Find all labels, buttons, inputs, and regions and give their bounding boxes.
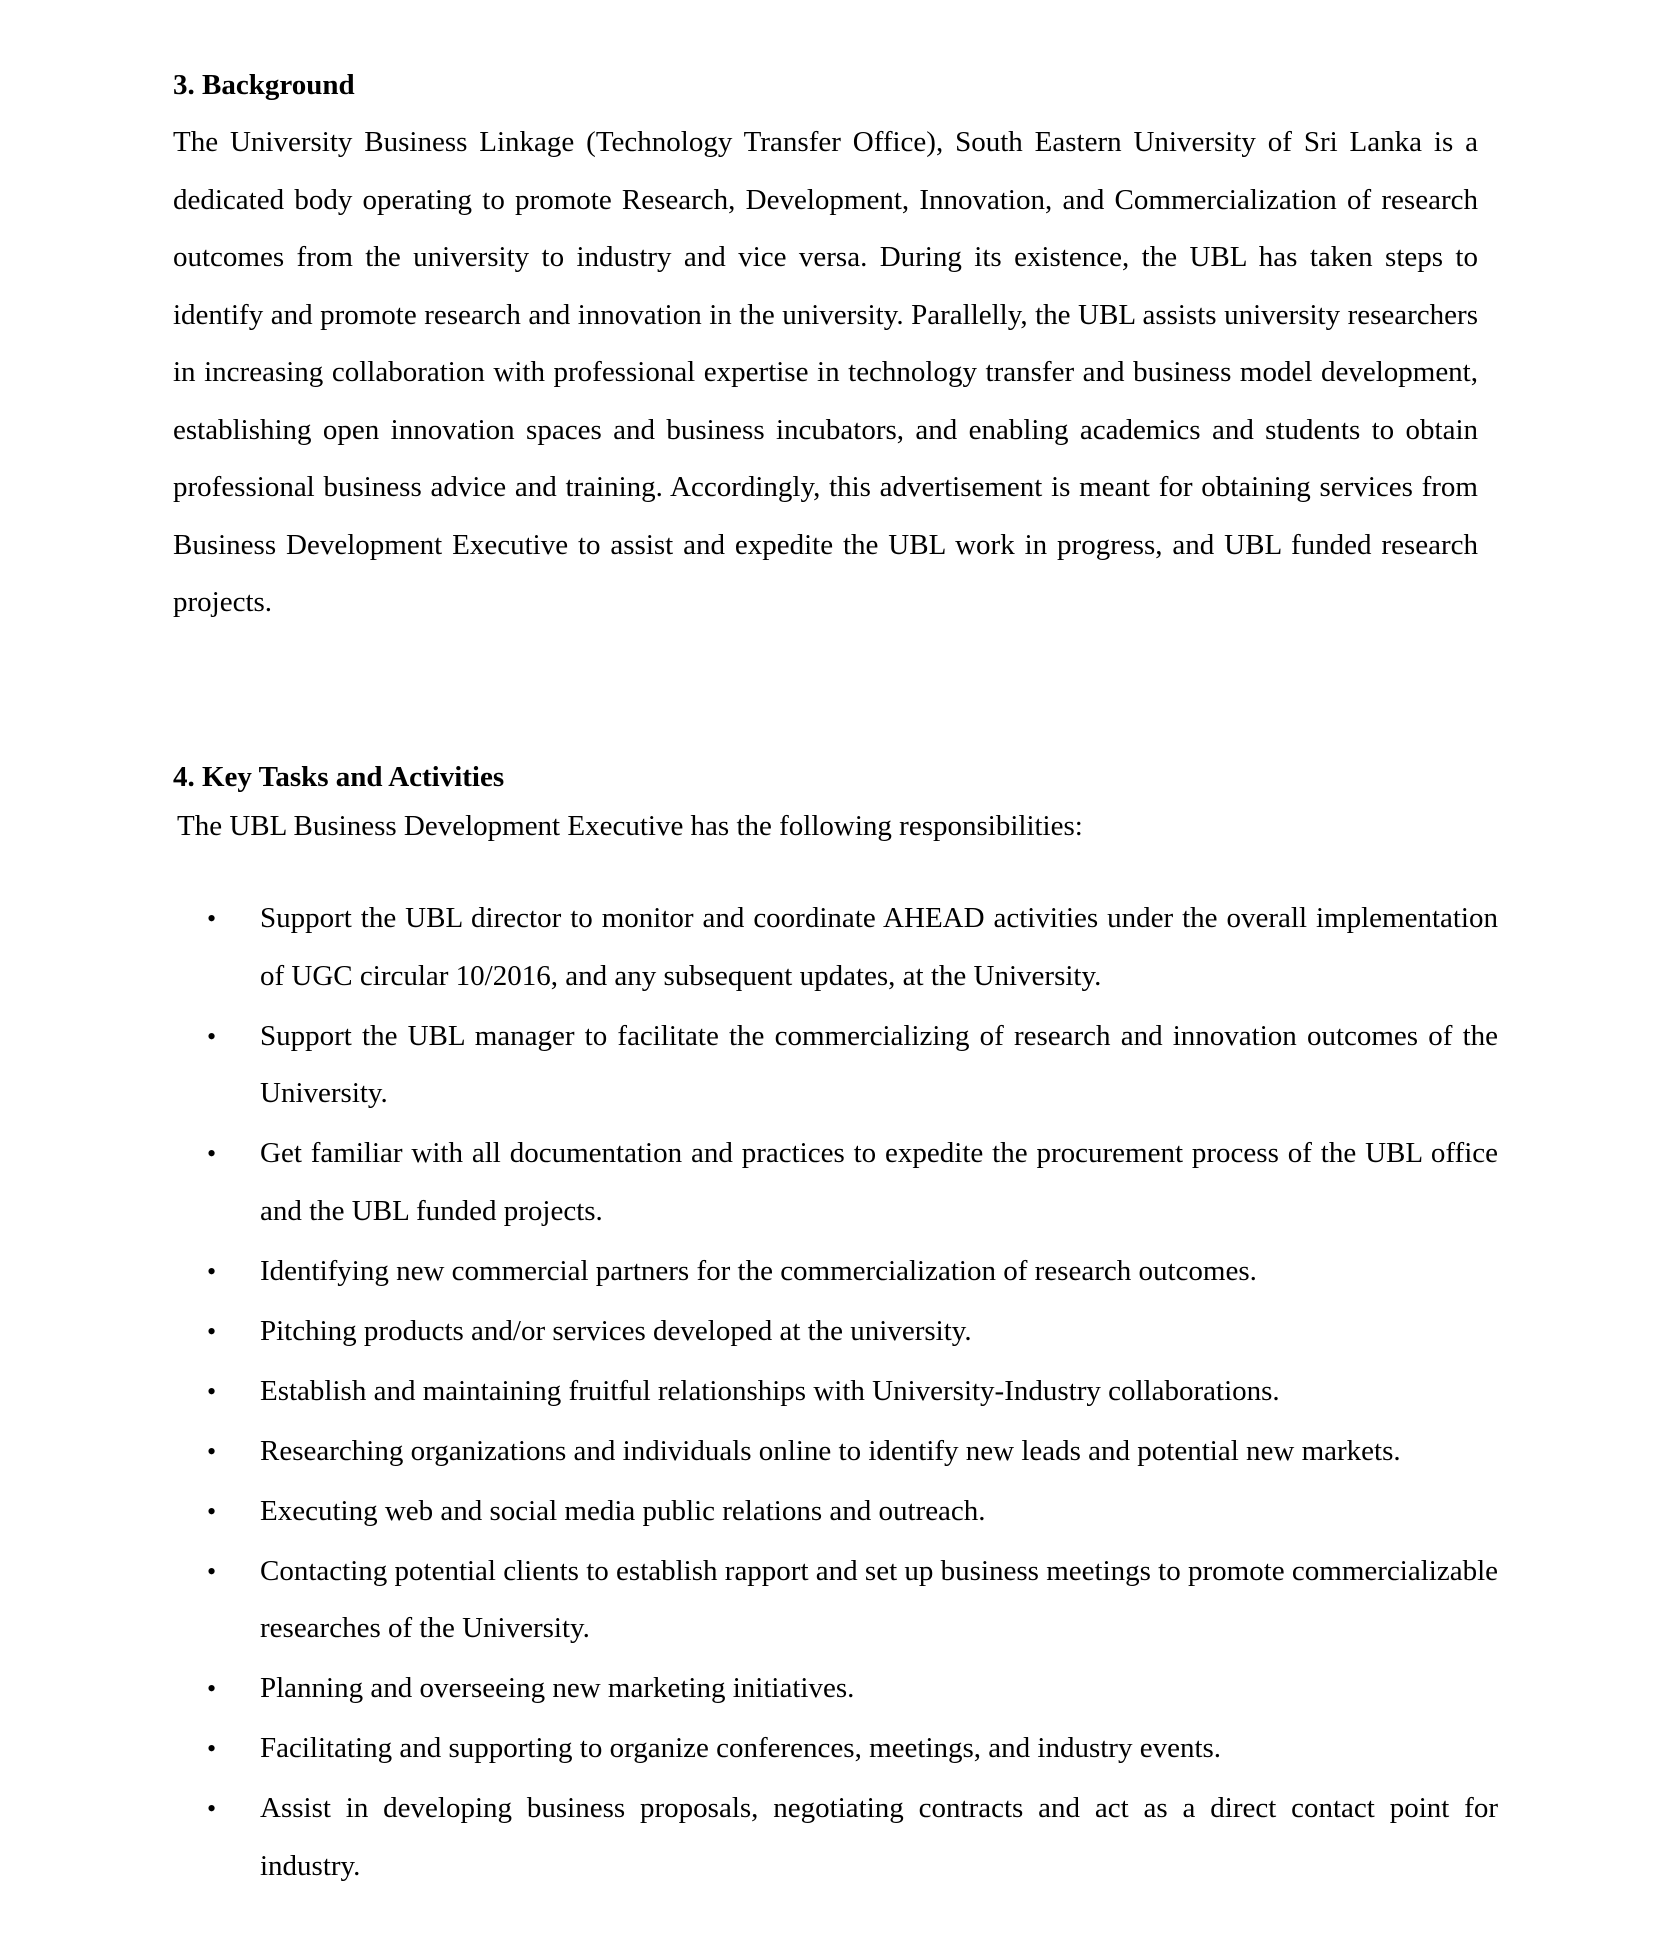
list-item-text: Establish and maintaining fruitful relationships with University-Industry collaborations.	[260, 1374, 1280, 1407]
list-item	[200, 1125, 1498, 1240]
list-item	[200, 1543, 1498, 1658]
list-item	[200, 1303, 1498, 1361]
list-item	[200, 1363, 1498, 1421]
list-item-text: Get familiar with all documentation and practices to expedite the procurement process of the UBL office and the UBL funded projects.	[260, 1137, 1498, 1227]
bullet-icon: •	[207, 1376, 217, 1406]
list-item	[200, 1780, 1498, 1895]
bullet-icon: •	[207, 904, 217, 933]
list-item	[200, 1483, 1498, 1541]
bullet-icon: •	[207, 1021, 217, 1051]
list-item	[200, 1008, 1498, 1123]
list-item	[200, 1243, 1498, 1301]
bullet-icon: •	[207, 1674, 217, 1703]
list-item	[200, 890, 1498, 1005]
list-item-text: Facilitating and supporting to organize conferences, meetings, and industry events.	[260, 1732, 1222, 1764]
list-item-text: Pitching products and/or services developed at the university.	[260, 1314, 972, 1347]
list-item-text: Researching organizations and individuals online to identify new leads and potential new markets.	[260, 1434, 1401, 1467]
bullet-icon: •	[207, 1556, 217, 1586]
bullet-icon: •	[207, 1496, 217, 1526]
background-heading: 3. Background	[173, 69, 355, 101]
bullet-icon: •	[207, 1436, 217, 1466]
list-item-text: Support the UBL manager to facilitate the commercializing of research and innovation outcomes of the University.	[260, 1019, 1498, 1109]
list-item-text: Planning and overseeing new marketing initiatives.	[260, 1672, 855, 1704]
responsibilities-list	[200, 890, 1498, 1898]
list-item	[200, 1720, 1498, 1778]
list-item-text: Assist in developing business proposals, negotiating contracts and act as a direct contact point for industry.	[260, 1792, 1498, 1882]
bullet-icon: •	[207, 1139, 217, 1168]
key-tasks-heading: 4. Key Tasks and Activities	[173, 761, 505, 793]
bullet-icon: •	[207, 1256, 217, 1286]
list-item-text: Contacting potential clients to establish rapport and set up business meetings to promote commercializable researches of the University.	[260, 1554, 1498, 1644]
responsibilities-intro: The UBL Business Development Executive has the following responsibilities:	[177, 810, 1083, 842]
bullet-icon: •	[207, 1734, 217, 1763]
bullet-icon: •	[207, 1316, 217, 1346]
list-item	[200, 1660, 1498, 1718]
background-paragraph: The University Business Linkage (Technology Transfer Office), South Eastern University of Sri Lanka is a dedicated body operating to promote Research, Development, Innovation, and Commercialization of research outcomes from the university to industry and vice versa. During its existence, the UBL has taken steps to identify and promote research and innovation in the university. Parallelly, the UBL assists university researchers in increasing collaboration with professional expertise in technology transfer and business model development, establishing open innovation spaces and business incubators, and enabling academics and students to obtain professional business advice and training. Accordingly, this advertisement is meant for obtaining services from Business Development Executive to assist and expedite the UBL work in progress, and UBL funded research projects.	[173, 126, 1478, 618]
list-item-text: Executing web and social media public relations and outreach.	[260, 1494, 986, 1527]
list-item	[200, 1423, 1498, 1481]
list-item-text: Identifying new commercial partners for the commercialization of research outcomes.	[260, 1254, 1257, 1287]
bullet-icon: •	[207, 1794, 217, 1823]
list-item-text: Support the UBL director to monitor and coordinate AHEAD activities under the overall implementation of UGC circular 10/2016, and any subsequent updates, at the University.	[260, 902, 1498, 992]
